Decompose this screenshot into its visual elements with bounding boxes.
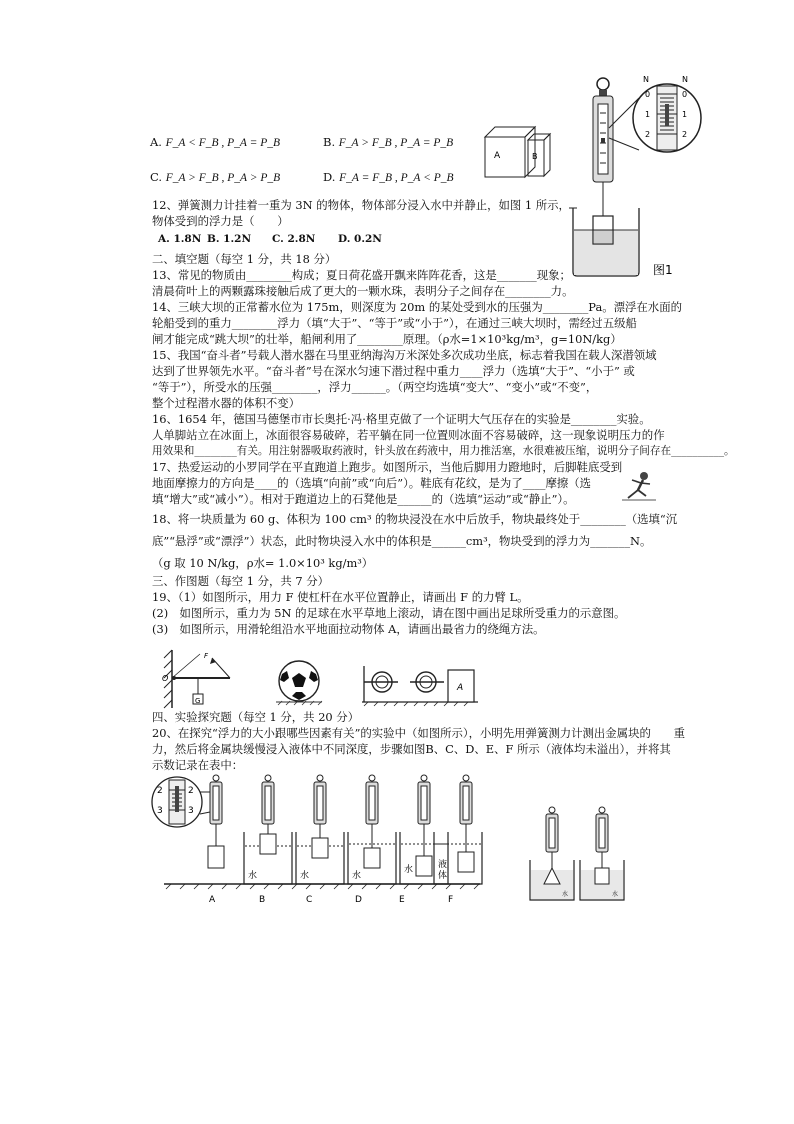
q19-line2: (2) 如图所示，重力为 5N 的足球在水平草地上滚动，请在图中画出足球所受重力的示意图。 bbox=[152, 606, 626, 620]
svg-text:A: A bbox=[457, 683, 464, 693]
q14-line3: 闸才能完成“跳大坝”的壮举，船闸利用了________原理。（ρ水=1×10³kg/m³，g=10N/kg） bbox=[152, 332, 622, 346]
q18-line3: （g 取 10 N/kg，ρ水= 1.0×10³ kg/m³） bbox=[152, 556, 374, 570]
svg-text:2: 2 bbox=[645, 130, 651, 139]
svg-text:3: 3 bbox=[157, 806, 163, 816]
svg-text:C: C bbox=[306, 895, 313, 905]
q15-line2: 达到了世界领先水平。“奋斗者”号在深水匀速下潜过程中重力____浮力（选填“大于”、“小于” 或 bbox=[152, 364, 635, 378]
svg-text:A: A bbox=[209, 895, 216, 905]
container-b-label: B bbox=[532, 152, 538, 161]
svg-text:液: 液 bbox=[438, 860, 448, 870]
svg-text:2: 2 bbox=[682, 130, 688, 139]
container-a-label: A bbox=[494, 151, 501, 161]
figure-1-spring-scale bbox=[565, 58, 710, 283]
svg-text:水: 水 bbox=[352, 871, 362, 881]
section-2-heading: 二、填空题（每空 1 分，共 18 分） bbox=[152, 252, 337, 266]
q17-line3: 填“增大”或“减小”）。相对于跑道边上的石凳他是______的（选填“运动”或“静止”）。 bbox=[152, 492, 575, 506]
q20-line3: 示数记录在表中： bbox=[152, 758, 244, 772]
svg-text:体: 体 bbox=[438, 871, 448, 881]
buoyancy-experiment-figure bbox=[150, 772, 645, 907]
option-c: C. F_A > F_B , P_A > P_B bbox=[150, 170, 281, 184]
q20-line2: 力，然后将金属块缓慢浸入液体中不同深度，步骤如图B、C、D、E、F 所示（液体均未溢出），并将其 bbox=[152, 742, 671, 756]
pulley-figure bbox=[360, 662, 480, 708]
svg-text:2: 2 bbox=[188, 786, 194, 796]
q12-option-d: D. 0.2N bbox=[338, 233, 382, 245]
svg-text:水: 水 bbox=[612, 891, 619, 898]
svg-text:0: 0 bbox=[682, 90, 688, 99]
q15-line3: “等于”），所受水的压强________，浮力______。（两空均选填“变大”、“变小”或“不变”， bbox=[152, 380, 598, 394]
svg-text:0: 0 bbox=[645, 90, 651, 99]
svg-text:E: E bbox=[399, 895, 405, 905]
q18-line1: 18、将一块质量为 60 g、体积为 100 cm³ 的物块浸没在水中后放手，物块最终处于________（选填“沉 bbox=[152, 512, 678, 526]
svg-text:B: B bbox=[259, 895, 266, 905]
q14-line1: 14、三峡大坝的正常蓄水位为 175m，则深度为 20m 的某处受到水的压强为________Pa。漂浮在水面的 bbox=[152, 300, 682, 314]
lever-figure bbox=[160, 646, 245, 710]
football-figure bbox=[274, 656, 324, 706]
runner-figure bbox=[620, 470, 660, 502]
svg-text:水: 水 bbox=[404, 865, 414, 875]
svg-text:2: 2 bbox=[157, 786, 163, 796]
q12-option-a: A. 1.8N bbox=[158, 233, 202, 245]
option-b: B. F_A > F_B , P_A = P_B bbox=[323, 135, 454, 149]
q16-line3: 用效果和________有关。用注射器吸取药液时，针头放在药液中，用力推活塞，水很难被压缩，说明分子间存在__________。 bbox=[152, 445, 735, 457]
section-4-heading: 四、实验探究题（每空 1 分，共 20 分） bbox=[152, 710, 360, 724]
option-a: A. F_A < F_B , P_A = P_B bbox=[150, 135, 281, 149]
svg-text:D: D bbox=[355, 895, 362, 905]
option-d: D. F_A = F_B , P_A < P_B bbox=[323, 170, 454, 184]
svg-text:N: N bbox=[682, 75, 688, 84]
svg-text:1: 1 bbox=[682, 110, 688, 119]
section-3-heading: 三、作图题（每空 1 分，共 7 分） bbox=[152, 574, 330, 588]
q19-line3: (3) 如图所示，用滑轮组沿水平地面拉动物体 A，请画出最省力的绕绳方法。 bbox=[152, 622, 545, 636]
q16-line1: 16、1654 年，德国马德堡市市长奥托·冯·格里克做了一个证明大气压存在的实验是________实验。 bbox=[152, 412, 651, 426]
q13-line2: 清晨荷叶上的两颗露珠接触后成了更大的一颗水珠，表明分子之间存在________力。 bbox=[152, 284, 574, 298]
svg-text:G: G bbox=[195, 697, 201, 705]
q18-line2: 底”“悬浮”或“漂浮”）状态，此时物块浸入水中的体积是______cm³，物块受到的浮力为_______N。 bbox=[152, 534, 652, 548]
svg-text:水: 水 bbox=[300, 871, 310, 881]
q15-line1: 15、我国“奋斗者”号载人潜水器在马里亚纳海沟万米深处多次成功坐底，标志着我国在载人深潜领域 bbox=[152, 348, 657, 362]
q17-line2: 地面摩擦力的方向是____的（选填“向前”或“向后”）。鞋底有花纹，是为了____摩擦（选 bbox=[152, 476, 592, 490]
figure-1-caption: 图1 bbox=[653, 263, 673, 277]
q15-line4: 整个过程潜水器的体积不变） bbox=[152, 396, 301, 410]
q12-stem-line1: 12、弹簧测力计挂着一重为 3N 的物体，物体部分浸入水中并静止，如图 1 所示， bbox=[152, 198, 570, 212]
q13-line1: 13、常见的物质由________构成；夏日荷花盛开飘来阵阵花香，这是_______现象； bbox=[152, 268, 571, 282]
q12-option-c: C. 2.8N bbox=[272, 233, 316, 245]
q11-containers-figure bbox=[480, 122, 558, 182]
svg-text:水: 水 bbox=[248, 871, 258, 881]
svg-text:3: 3 bbox=[188, 806, 194, 816]
q16-line2: 人单脚站立在冰面上，冰面很容易破碎，若平躺在同一位置则冰面不容易破碎，这一现象说明压力的作 bbox=[152, 428, 665, 442]
q14-line2: 轮船受到的重力________浮力（填“大于”、“等于”或“小于”），在通过三峡大坝时，需经过五级船 bbox=[152, 316, 637, 330]
q19-line1: 19、（1）如图所示，用力 F 使杠杆在水平位置静止，请画出 F 的力臂 L。 bbox=[152, 590, 529, 604]
svg-text:N: N bbox=[643, 75, 649, 84]
q17-line1: 17、热爱运动的小罗同学在平直跑道上跑步。如图所示，当他后脚用力蹬地时，后脚鞋底受到 bbox=[152, 460, 623, 474]
svg-text:F: F bbox=[448, 895, 454, 905]
q12-stem-line2: 物体受到的浮力是（ ） bbox=[152, 214, 289, 228]
q20-line1: 20、在探究“浮力的大小跟哪些因素有关”的实验中（如图所示），小明先用弹簧测力计测出金属块的 重 bbox=[152, 726, 686, 740]
svg-text:1: 1 bbox=[645, 110, 651, 119]
q12-option-b: B. 1.2N bbox=[207, 233, 252, 245]
svg-text:O: O bbox=[162, 674, 169, 683]
svg-text:水: 水 bbox=[562, 891, 569, 898]
svg-text:F: F bbox=[204, 652, 209, 660]
